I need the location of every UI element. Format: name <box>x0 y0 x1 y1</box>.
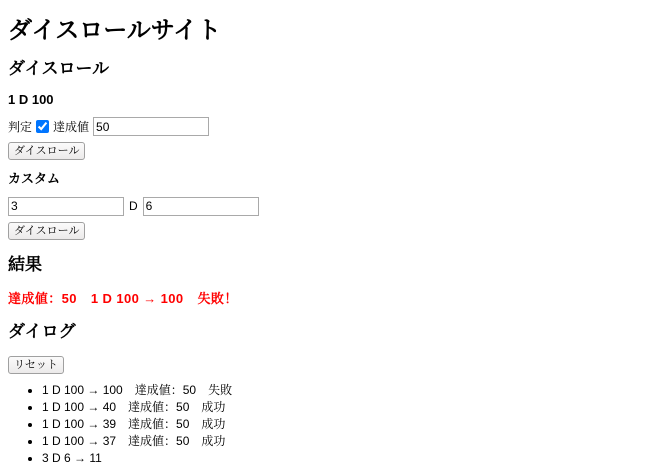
result-heading: 結果 <box>8 254 42 274</box>
result-roll-text: 1 D 100 → 100 <box>90 291 184 307</box>
dice-log-list <box>8 382 639 466</box>
dice-roll-heading: ダイスロール <box>8 59 110 79</box>
custom-heading: カスタム <box>8 171 61 187</box>
judge-row <box>8 117 639 136</box>
judge-label: 判定 <box>8 120 33 135</box>
page-title: ダイスロールサイト <box>8 17 222 44</box>
achieve-value-input[interactable] <box>93 117 209 136</box>
custom-dice-face-input[interactable] <box>143 197 259 216</box>
dice-log-heading: ダイログ <box>8 322 76 342</box>
custom-roll-button-row <box>8 222 639 240</box>
list-item: • 1 D 100 → 100 達成値：50 失敗 <box>42 382 639 398</box>
result-judgement-text: 失敗！ <box>197 291 238 307</box>
dice-roll-button-row <box>8 142 639 160</box>
list-item: • 1 D 100 → 39 達成値：50 成功 <box>42 416 639 432</box>
custom-d-separator: D <box>129 199 138 214</box>
result-text <box>8 288 639 307</box>
reset-button-row <box>8 356 639 374</box>
custom-row <box>8 197 639 216</box>
dice-roll-formula-label: 1 D 100 <box>8 92 54 108</box>
result-achieve-text: 達成値：50 <box>8 291 77 307</box>
judge-checkbox[interactable] <box>36 120 49 133</box>
list-item: • 3 D 6 → 11 <box>42 450 639 466</box>
reset-button[interactable]: リセット <box>8 356 64 374</box>
list-item: • 1 D 100 → 40 達成値：50 成功 <box>42 399 639 415</box>
dice-roll-button[interactable]: ダイスロール <box>8 142 85 160</box>
custom-dice-count-input[interactable] <box>8 197 124 216</box>
list-item: • 1 D 100 → 37 達成値：50 成功 <box>42 433 639 449</box>
custom-dice-roll-button[interactable]: ダイスロール <box>8 222 85 240</box>
achieve-label: 達成値 <box>53 120 90 135</box>
